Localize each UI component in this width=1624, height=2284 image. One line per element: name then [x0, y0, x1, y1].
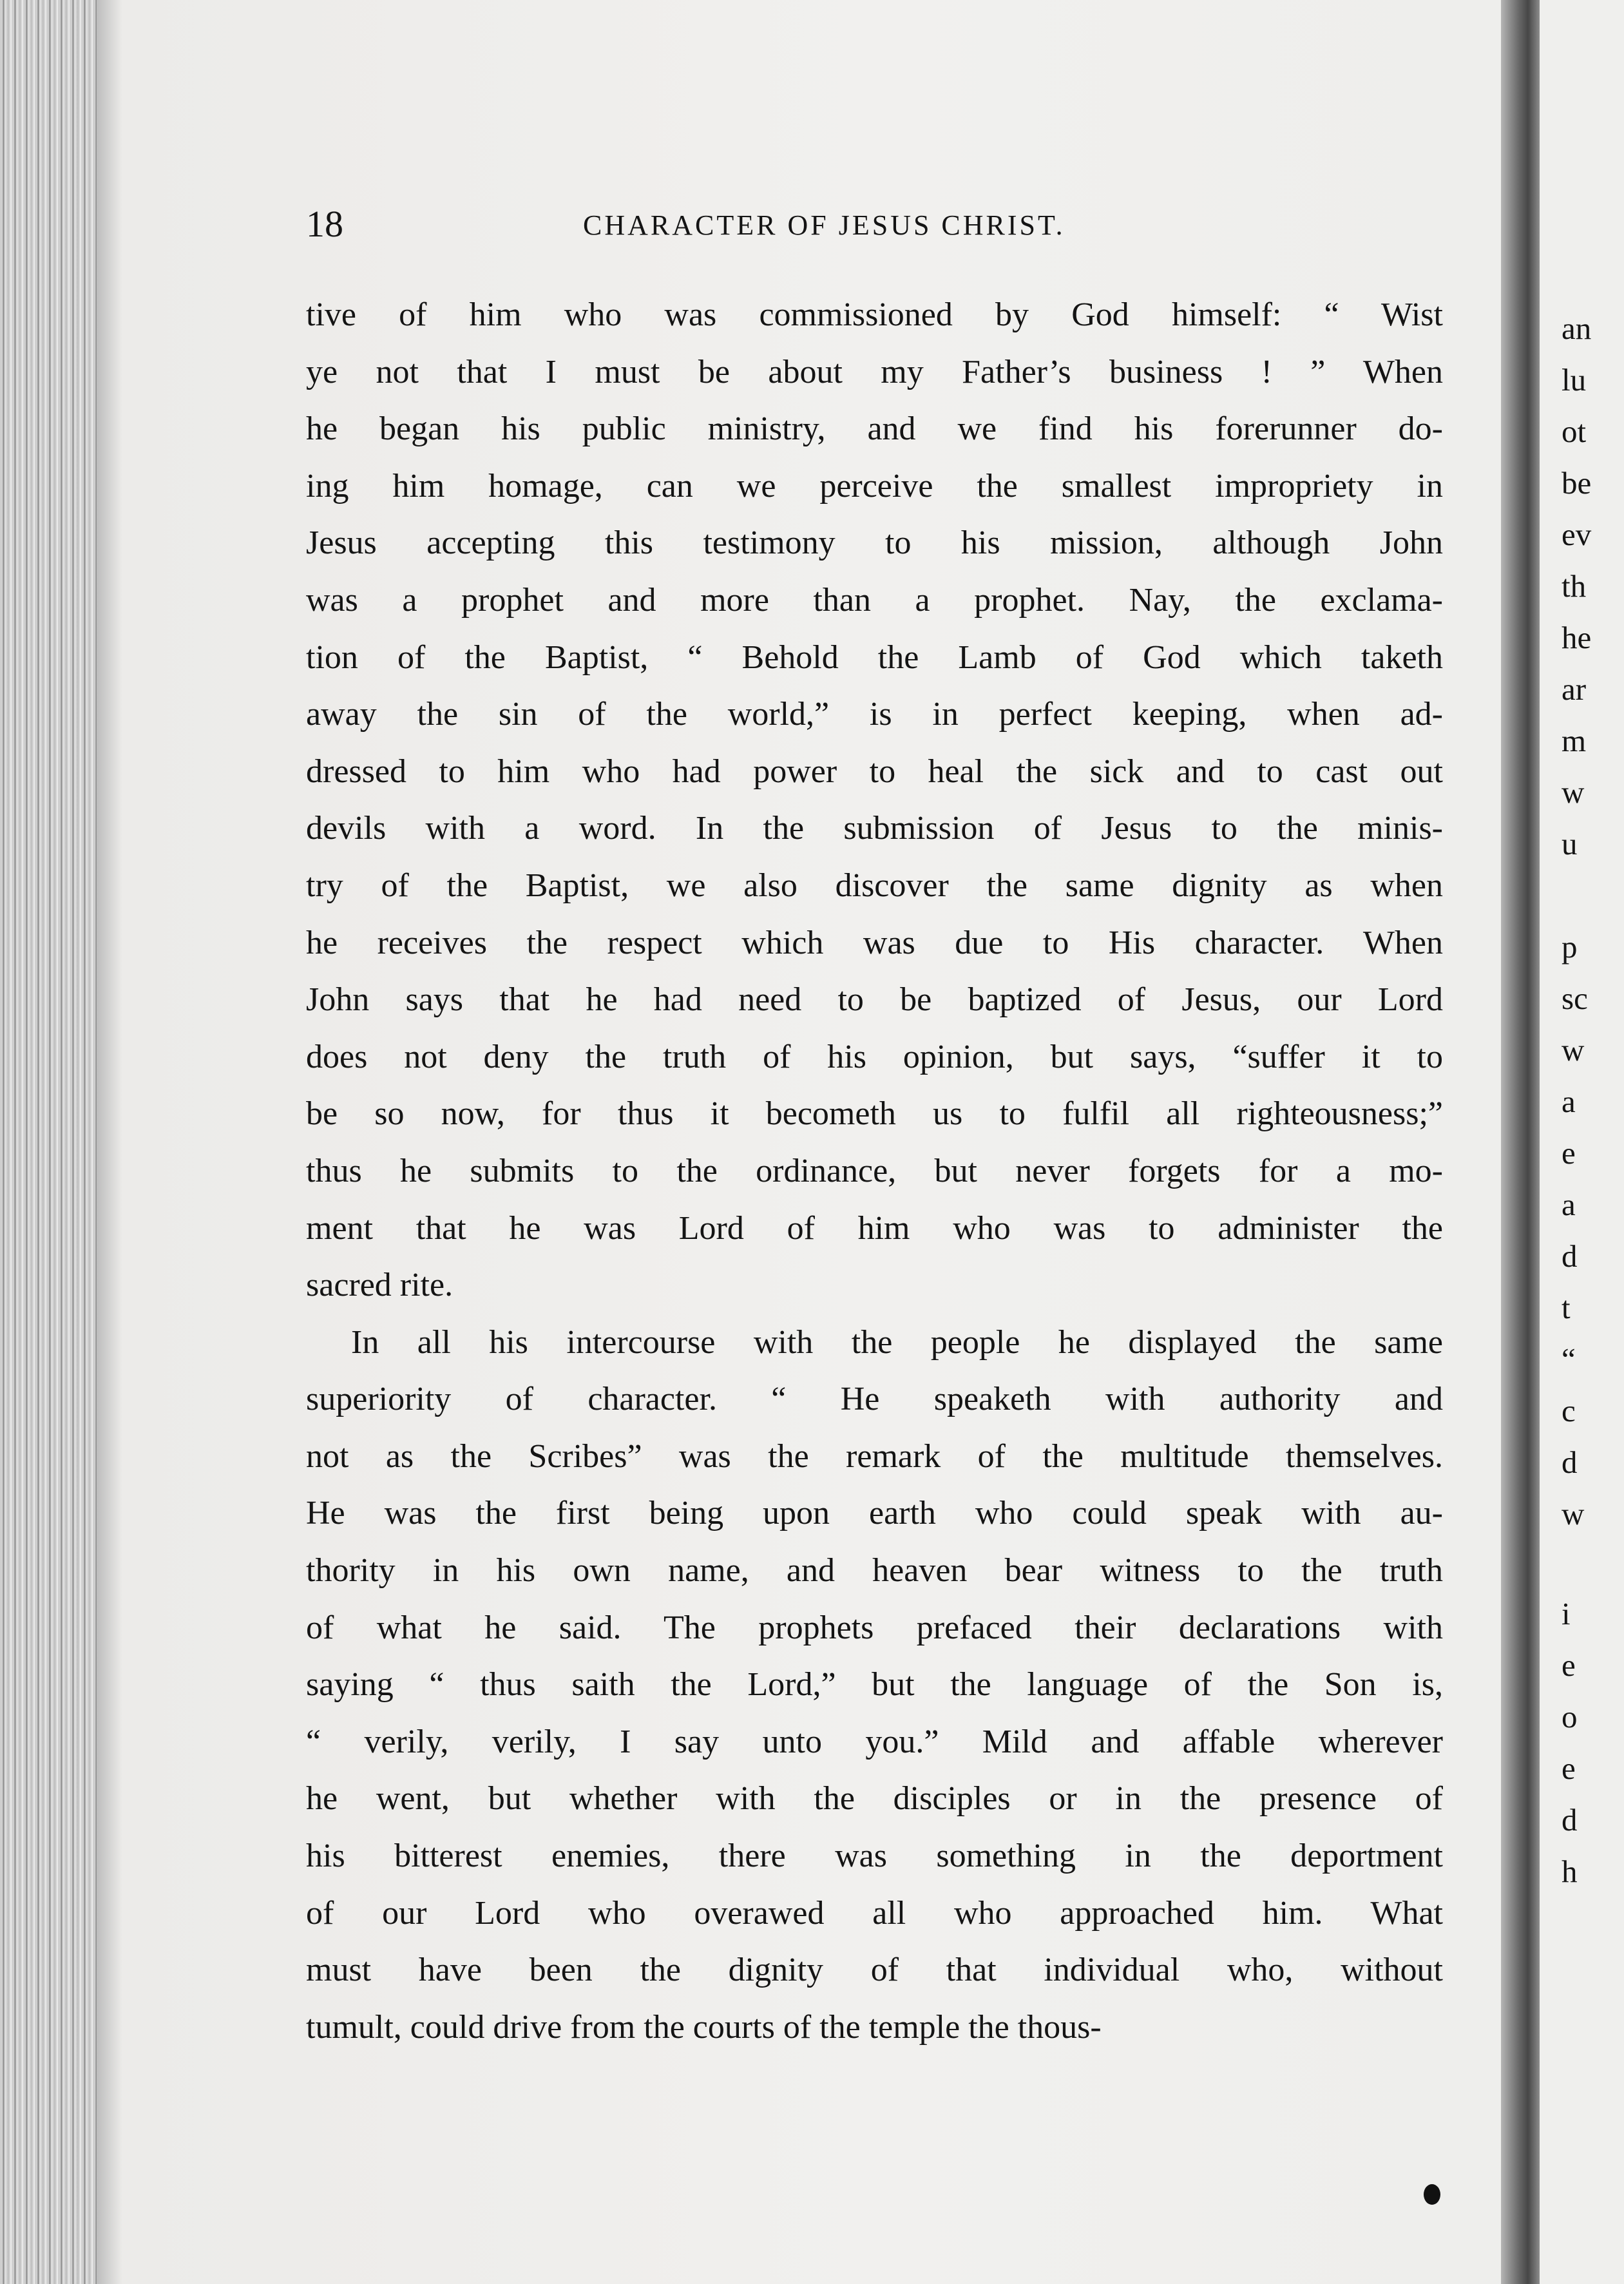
running-head: [306, 205, 1163, 244]
facing-page-fragment: h: [1562, 1854, 1578, 1889]
text-line: be so now, for thus it becometh us to fulfil all righteousness;”: [306, 1095, 1443, 1133]
text-line: He was the first being upon earth who could speak with au-: [306, 1495, 1443, 1532]
text-line: dressed to him who had power to heal the sick and to cast out: [306, 753, 1443, 790]
text-line: saying “ thus saith the Lord,” but the language of the Son is,: [306, 1666, 1443, 1703]
text-line: not as the Scribes” was the remark of the multitude themselves.: [306, 1437, 1443, 1475]
text-line: he receives the respect which was due to His character. When: [306, 924, 1443, 961]
text-line: tion of the Baptist, “ Behold the Lamb of God which taketh: [306, 638, 1443, 676]
text-line: sacred rite.: [306, 1267, 454, 1304]
text-line: try of the Baptist, we also discover the same dignity as when: [306, 867, 1443, 904]
facing-page-fragment: e: [1562, 1751, 1576, 1786]
chapter-title: CHARACTER OF JESUS CHRIST.: [583, 209, 1065, 241]
body-text: [306, 287, 1443, 2056]
facing-page-fragment: a: [1562, 1084, 1576, 1119]
text-line: Jesus accepting this testimony to his mission, although John: [306, 524, 1443, 562]
page-number: 18: [306, 203, 343, 245]
facing-page-fragment: p: [1562, 929, 1578, 964]
facing-page-fragment: c: [1562, 1393, 1576, 1428]
facing-page-fragment: w: [1562, 774, 1585, 810]
text-line: must have been the dignity of that individual who, without: [306, 1952, 1443, 1989]
facing-page-fragment: d: [1562, 1802, 1578, 1838]
ink-spot: [1424, 2184, 1440, 2205]
text-line: In all his intercourse with the people he displayed the same: [351, 1323, 1443, 1361]
text-line: does not deny the truth of his opinion, but says, “suffer it to: [306, 1038, 1443, 1075]
facing-page-fragment: e: [1562, 1135, 1576, 1171]
facing-page-fragment: w: [1562, 1032, 1585, 1068]
facing-page-fragment: he: [1562, 620, 1592, 655]
facing-page-edge: [1540, 0, 1624, 2284]
facing-page-fragment: ar: [1562, 671, 1587, 707]
facing-page-fragment: th: [1562, 568, 1587, 604]
facing-page-fragment: d: [1562, 1444, 1578, 1480]
text-line: ye not that I must be about my Father’s business ! ” When: [306, 353, 1443, 390]
facing-page-fragment: sc: [1562, 981, 1588, 1016]
binding-shadow: [97, 0, 122, 2284]
facing-page-fragment: o: [1562, 1699, 1578, 1734]
facing-page-fragment: ev: [1562, 517, 1592, 552]
text-line: ment that he was Lord of him who was to administer the: [306, 1209, 1443, 1247]
facing-page-fragment: an: [1562, 311, 1592, 346]
page-fold: [1501, 0, 1540, 2284]
facing-page-fragment: u: [1562, 826, 1578, 861]
facing-page-fragment: ot: [1562, 414, 1587, 449]
text-line: he began his public ministry, and we find his forerunner do-: [306, 410, 1443, 448]
facing-page-fragment: “: [1562, 1341, 1576, 1377]
text-line: thority in his own name, and heaven bear witness to the truth: [306, 1552, 1443, 1589]
text-line: his bitterest enemies, there was something in the deportment: [306, 1838, 1443, 1875]
facing-page-fragment: t: [1562, 1290, 1571, 1325]
text-line: he went, but whether with the disciples or in the presence of: [306, 1780, 1443, 1818]
facing-page-fragment: lu: [1562, 362, 1587, 398]
text-line: thus he submits to the ordinance, but never forgets for a mo-: [306, 1152, 1443, 1189]
text-line: of what he said. The prophets prefaced their declarations with: [306, 1609, 1443, 1646]
facing-page-fragment: a: [1562, 1187, 1576, 1222]
facing-page-fragment: w: [1562, 1496, 1585, 1531]
text-line: superiority of character. “ He speaketh with authority and: [306, 1381, 1443, 1418]
text-line: tive of him who was commissioned by God himself: “ Wist: [306, 296, 1443, 333]
text-line: away the sin of the world,” is in perfect keeping, when ad-: [306, 696, 1443, 733]
facing-page-fragment: e: [1562, 1647, 1576, 1683]
book-page-edges: [0, 0, 97, 2284]
text-line: ing him homage, can we perceive the smallest impropriety in: [306, 467, 1443, 504]
text-line: “ verily, verily, I say unto you.” Mild and affable wherever: [306, 1723, 1443, 1760]
text-line: of our Lord who overawed all who approached him. What: [306, 1894, 1443, 1932]
facing-page-fragment: d: [1562, 1238, 1578, 1274]
text-line: John says that he had need to be baptized of Jesus, our Lord: [306, 981, 1443, 1019]
facing-page-fragment: m: [1562, 723, 1587, 758]
text-line: devils with a word. In the submission of Jesus to the minis-: [306, 810, 1443, 847]
facing-page-fragment: i: [1562, 1596, 1571, 1631]
text-line: was a prophet and more than a prophet. Nay, the exclama-: [306, 581, 1443, 619]
text-line: tumult, could drive from the courts of the temple the thous-: [306, 2008, 1102, 2046]
facing-page-fragment: be: [1562, 465, 1592, 501]
